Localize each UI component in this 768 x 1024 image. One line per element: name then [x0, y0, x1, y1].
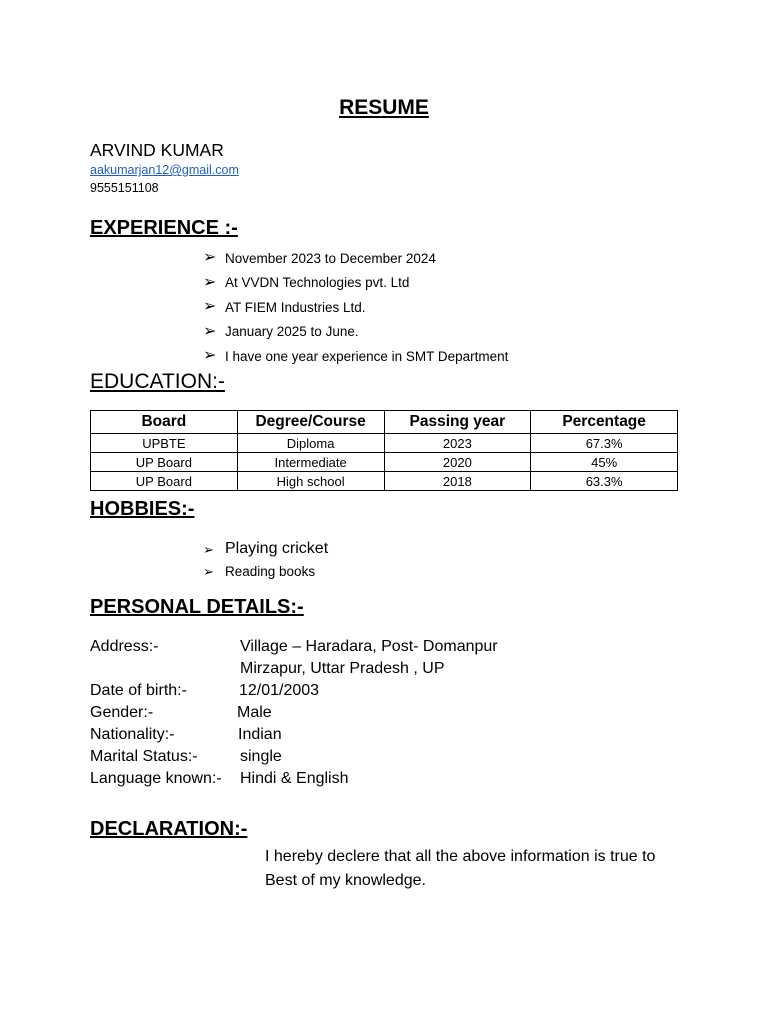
- phone-number: 9555151108: [90, 181, 159, 195]
- address-label: Address:-: [90, 638, 159, 655]
- table-cell: Intermediate: [237, 453, 384, 472]
- table-cell: UPBTE: [91, 434, 238, 453]
- hobbies-list: [203, 538, 328, 582]
- arrow-bullet-icon: ➢: [203, 563, 214, 579]
- declaration-heading: DECLARATION:-: [90, 818, 248, 840]
- declaration-text: I hereby declere that all the above information is true to Best of my knowledge.: [265, 848, 656, 889]
- table-cell: 63.3%: [531, 472, 678, 491]
- hobby-item: ➢ Playing cricket: [203, 540, 329, 557]
- experience-item: ➢ November 2023 to December 2024: [203, 249, 436, 267]
- address-line-1: Village – Haradara, Post- Domanpur: [240, 638, 498, 655]
- table-row: [91, 472, 678, 491]
- table-cell: 45%: [531, 453, 678, 472]
- hobby-item: ➢ Reading books: [203, 563, 316, 579]
- table-cell: High school: [237, 472, 384, 491]
- table-cell: 67.3%: [531, 434, 678, 453]
- arrow-bullet-icon: ➢: [203, 249, 217, 267]
- column-header: Board: [91, 411, 238, 434]
- column-header: Passing year: [384, 411, 531, 434]
- hobbies-heading: HOBBIES:-: [90, 498, 195, 520]
- nationality-label: Nationality:-: [90, 726, 175, 743]
- arrow-bullet-icon: ➢: [203, 298, 217, 316]
- address-line-2: Mirzapur, Uttar Pradesh , UP: [240, 660, 445, 677]
- language-value: Hindi & English: [240, 770, 349, 787]
- table-header-row: [91, 411, 678, 434]
- marital-status-label: Marital Status:-: [90, 748, 198, 765]
- nationality-value: Indian: [238, 726, 282, 743]
- table-cell: Diploma: [237, 434, 384, 453]
- table-cell: UP Board: [91, 453, 238, 472]
- experience-heading: EXPERIENCE :-: [90, 217, 238, 239]
- table-cell: 2020: [384, 453, 531, 472]
- arrow-bullet-icon: ➢: [203, 322, 217, 340]
- table-cell: 2023: [384, 434, 531, 453]
- education-table: [90, 410, 678, 491]
- experience-item: ➢ At VVDN Technologies pvt. Ltd: [203, 273, 410, 291]
- dob-value: 12/01/2003: [239, 682, 320, 699]
- gender-value: Male: [237, 704, 272, 721]
- personal-details-heading: PERSONAL DETAILS:-: [90, 596, 304, 618]
- column-header: Percentage: [531, 411, 678, 434]
- arrow-bullet-icon: ➢: [203, 347, 217, 365]
- language-label: Language known:-: [90, 770, 222, 787]
- candidate-name: ARVIND KUMAR: [90, 140, 224, 160]
- arrow-bullet-icon: ➢: [203, 273, 217, 291]
- table-row: [91, 453, 678, 472]
- education-heading: EDUCATION:-: [90, 370, 225, 393]
- marital-status-value: single: [240, 748, 282, 765]
- table-row: [91, 434, 678, 453]
- table-cell: 2018: [384, 472, 531, 491]
- gender-label: Gender:-: [90, 704, 154, 721]
- column-header: Degree/Course: [237, 411, 384, 434]
- experience-item: ➢ I have one year experience in SMT Department: [203, 347, 509, 365]
- dob-label: Date of birth:-: [90, 682, 187, 699]
- experience-list: [203, 246, 508, 369]
- arrow-bullet-icon: ➢: [203, 541, 214, 557]
- experience-item: ➢ January 2025 to June.: [203, 322, 359, 340]
- table-cell: UP Board: [91, 472, 238, 491]
- resume-title: RESUME: [339, 96, 429, 119]
- email-link[interactable]: aakumarjan12@gmail.com: [90, 163, 239, 177]
- experience-item: ➢ AT FIEM Industries Ltd.: [203, 298, 366, 316]
